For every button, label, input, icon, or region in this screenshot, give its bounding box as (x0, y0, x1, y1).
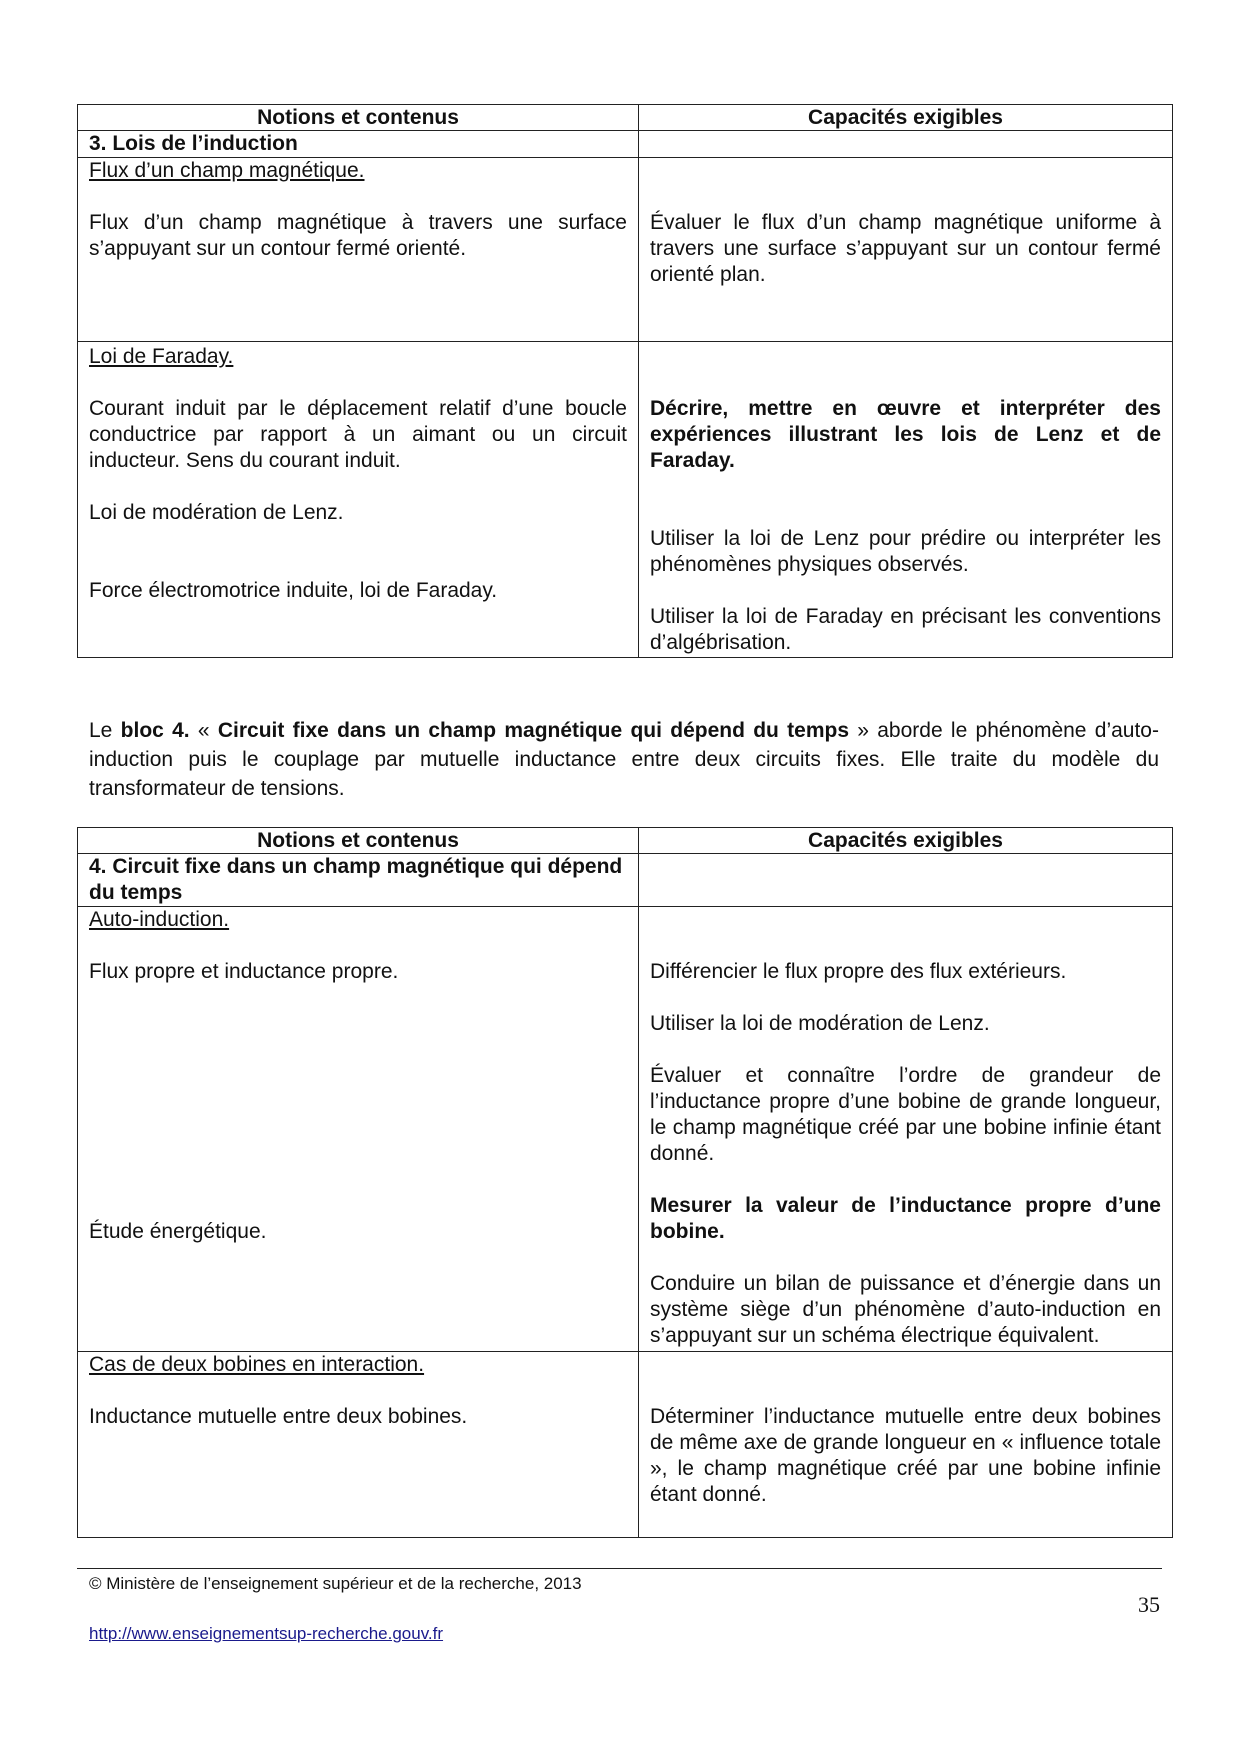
section-title: 3. Lois de l’induction (78, 131, 639, 158)
notion-text: Flux propre et inductance propre. (89, 960, 399, 983)
capacite-text-bold: Décrire, mettre en œuvre et interpréter des expériences illustrant les lois de Lenz et de Faraday. (650, 397, 1161, 472)
notion-text: Force électromotrice induite, loi de Faraday. (89, 579, 498, 602)
notion-text: Loi de modération de Lenz. (89, 501, 344, 524)
notions-cell (78, 158, 639, 342)
capacite-text-bold: Mesurer la valeur de l’inductance propre d’une bobine. (650, 1194, 1161, 1243)
footer-link[interactable]: http://www.enseignementsup-recherche.gouv.fr (89, 1624, 444, 1643)
para-bold: bloc 4. (120, 719, 190, 742)
para-text: « (189, 719, 218, 742)
row-heading: Loi de Faraday. (89, 345, 234, 368)
para-bold: Circuit fixe dans un champ magnétique qui dépend du temps (217, 719, 849, 742)
capacite-text: Utiliser la loi de Lenz pour prédire ou interpréter les phénomènes physiques observés. (650, 527, 1161, 576)
capacite-text: Utiliser la loi de Faraday en précisant les conventions d’algébrisation. (650, 605, 1161, 654)
row-heading: Auto-induction. (89, 908, 230, 931)
capacites-cell (639, 342, 1173, 658)
empty-cell (639, 854, 1173, 907)
capacites-cell (639, 907, 1173, 1352)
capacite-text: Conduire un bilan de puissance et d’énergie dans un système siège d’un phénomène d’auto-induction en s’appuyant sur un schéma électrique équivalent. (650, 1272, 1161, 1347)
table-section-3 (77, 104, 1173, 658)
table-section-4 (77, 827, 1173, 1538)
capacite-text: Utiliser la loi de modération de Lenz. (650, 1012, 990, 1035)
para-text: Le (89, 719, 121, 742)
header-notions: Notions et contenus (78, 828, 639, 854)
section-title: 4. Circuit fixe dans un champ magnétique qui dépend du temps (78, 854, 639, 907)
row-heading: Cas de deux bobines en interaction. (89, 1353, 425, 1376)
notion-text: Flux d’un champ magnétique à travers une surface s’appuyant sur un contour fermé orienté. (89, 211, 627, 260)
para-text: » aborde le phénomène d’auto-induction puis le couplage par mutuelle inductance entre deux circuits fixes. Elle traite du modèle du transformateur de tensions. (89, 719, 1159, 800)
notion-text: Courant induit par le déplacement relatif d’une boucle conductrice par rapport à un aimant ou un circuit inducteur. Sens du courant induit. (89, 397, 627, 472)
notion-text: Inductance mutuelle entre deux bobines. (89, 1405, 468, 1428)
bloc-4-paragraph (89, 716, 1159, 803)
empty-cell (639, 131, 1173, 158)
footer-copyright: © Ministère de l’enseignement supérieur et de la recherche, 2013 (89, 1574, 582, 1593)
capacite-text: Évaluer et connaître l’ordre de grandeur de l’inductance propre d’une bobine de grande longueur, le champ magnétique créé par une bobine infinie étant donné. (650, 1064, 1161, 1165)
footer-divider (77, 1568, 1162, 1569)
notions-cell (78, 907, 639, 1352)
capacite-text: Évaluer le flux d’un champ magnétique uniforme à travers une surface s’appuyant sur un contour fermé orienté plan. (650, 211, 1161, 286)
row-heading: Flux d’un champ magnétique. (89, 159, 365, 182)
header-notions: Notions et contenus (78, 105, 639, 131)
page-number: 35 (1138, 1592, 1160, 1617)
notions-cell (78, 1352, 639, 1538)
header-capacites: Capacités exigibles (639, 828, 1173, 854)
notions-cell (78, 342, 639, 658)
capacites-cell (639, 158, 1173, 342)
capacites-cell (639, 1352, 1173, 1538)
capacite-text: Différencier le flux propre des flux extérieurs. (650, 960, 1067, 983)
notion-text: Étude énergétique. (89, 1220, 267, 1243)
capacite-text: Déterminer l’inductance mutuelle entre deux bobines de même axe de grande longueur en « influence totale », le champ magnétique créé par une bobine infinie étant donné. (650, 1405, 1161, 1506)
header-capacites: Capacités exigibles (639, 105, 1173, 131)
